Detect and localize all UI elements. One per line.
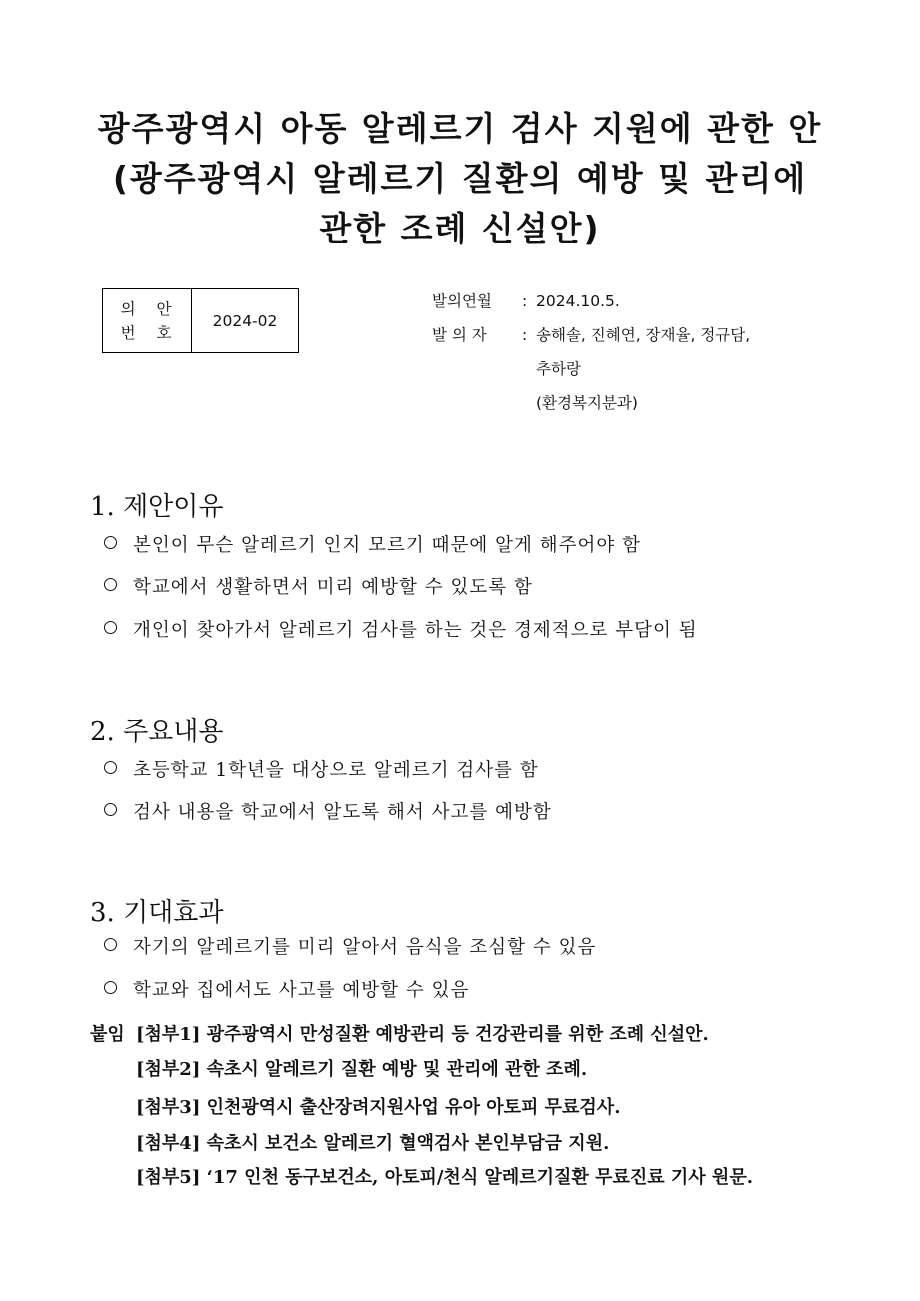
circle-bullet-icon [104, 803, 117, 816]
proposer-colon: : [522, 326, 528, 344]
date-label: 발의연월 [432, 292, 492, 310]
section-title-content: 2. 주요내용 [90, 717, 224, 747]
attachment-item-3: [첨부3] 인천광역시 출산장려지원사업 유아 아토피 무료검사. [136, 1097, 621, 1118]
department-row [432, 388, 638, 422]
list-item-text: 학교와 집에서도 사고를 예방할 수 있음 [133, 980, 470, 1001]
bill-number-label [103, 289, 192, 353]
list-item [104, 798, 552, 824]
attachments-prefix: 붙임 [90, 1024, 125, 1045]
attachment-item-1: [첨부1] 광주광역시 만성질환 예방관리 등 건강관리를 위한 조례 신설안. [136, 1024, 709, 1045]
circle-bullet-icon [104, 536, 117, 549]
list-item [104, 933, 596, 959]
circle-bullet-icon [104, 938, 117, 951]
list-item-text: 초등학교 1학년을 대상으로 알레르기 검사를 함 [133, 760, 539, 781]
title-line-1: 광주광역시 아동 알레르기 검사 지원에 관한 안 [97, 109, 823, 148]
list-item-text: 자기의 알레르기를 미리 알아서 음식을 조심할 수 있음 [133, 937, 597, 958]
attachment-item-4: [첨부4] 속초시 보건소 알레르기 혈액검사 본인부담금 지원. [136, 1133, 610, 1154]
date-colon: : [522, 292, 528, 310]
list-item-text: 학교에서 생활하면서 미리 예방할 수 있도록 함 [133, 577, 533, 598]
section-title-reason: 1. 제안이유 [90, 492, 224, 522]
department: (환경복지분과) [536, 394, 638, 412]
section-title-effects: 3. 기대효과 [90, 898, 224, 928]
list-item [104, 573, 533, 599]
attachment-item-5: [첨부5] ‘17 인천 동구보건소, 아토피/천식 알레르기질환 무료진료 기사 원문. [136, 1167, 753, 1188]
proposers-line-1: 송해솔, 진혜연, 장재율, 정규담, [536, 326, 751, 344]
list-item [104, 976, 469, 1002]
circle-bullet-icon [104, 621, 117, 634]
list-item [104, 616, 698, 642]
document-title [60, 104, 860, 254]
title-line-3: 관한 조례 신설안) [319, 209, 601, 248]
list-item [104, 756, 539, 782]
proposer-row [432, 320, 751, 354]
proposers-line-2: 추하랑 [536, 360, 581, 378]
proposer-row-2 [432, 354, 581, 388]
bill-number-label-line-2: 번 호 [120, 323, 180, 342]
proposer-label: 발 의 자 [432, 326, 487, 344]
title-line-2: (광주광역시 알레르기 질환의 예방 및 관리에 [112, 159, 808, 198]
bill-meta [432, 286, 751, 422]
list-item-text: 개인이 찾아가서 알레르기 검사를 하는 것은 경제적으로 부담이 됨 [133, 620, 698, 641]
attachment-item-2: [첨부2] 속초시 알레르기 질환 예방 및 관리에 관한 조례. [136, 1059, 588, 1080]
date-value: 2024.10.5. [536, 292, 620, 310]
list-item-text: 본인이 무슨 알레르기 인지 모르기 때문에 알게 해주어야 함 [133, 535, 641, 556]
circle-bullet-icon [104, 761, 117, 774]
list-item-text: 검사 내용을 학교에서 알도록 해서 사고를 예방함 [133, 802, 552, 823]
bill-number-label-line-1: 의 안 [120, 299, 180, 318]
circle-bullet-icon [104, 981, 117, 994]
date-row [432, 286, 620, 320]
list-item [104, 531, 641, 557]
bill-number-value: 2024-02 [192, 289, 299, 353]
bill-number-table [102, 288, 299, 353]
circle-bullet-icon [104, 578, 117, 591]
